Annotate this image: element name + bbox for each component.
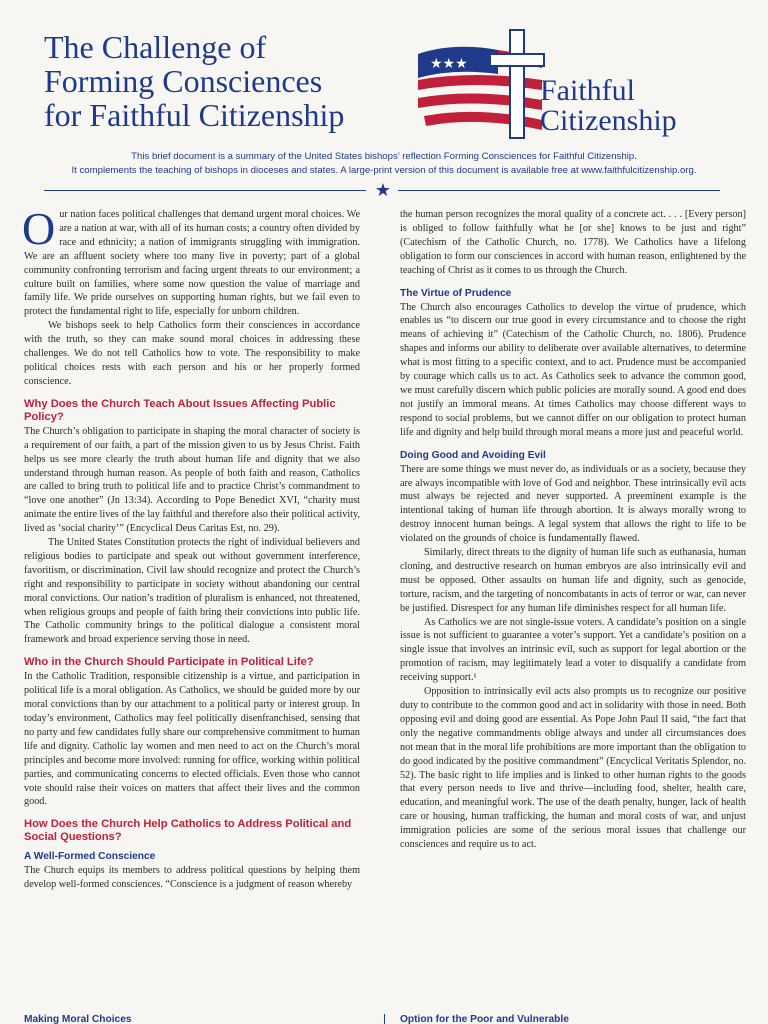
paragraph: In the Catholic Tradition, responsible citizenship is a virtue, and participation in political life is a moral obligation. As Catholics, we should be guided more by our moral convictions than by our attachment to a political party or interest group. In today’s environment, Catholics may feel politically disenfranchised, sensing that no party and few candidates fully share our comprehensive commitment to human life and dignity. Catholic lay women and men need to act on the Church’s moral principles and become more involved: running for office, working within political parties, and communicating concerns to elected officials. Even those who cannot vote should raise their voices on matters that affect their lives and the common good. [24, 671, 360, 808]
section-heading: Why Does the Church Teach About Issues Affecting Public Policy? [24, 397, 336, 423]
title-line-1: The Challenge of [44, 29, 267, 65]
footer-divider [384, 1014, 385, 1024]
paragraph: The United States Constitution protects the right of individual believers and religious bodies to participate and speak out without government interference, favoritism, or discrimination. Civil law should recognize and protect the Church’s right and responsibility to participate in society without abandoning our central moral convictions. Our nation’s tradition of pluralism is enhanced, not threatened, when religious groups and people of faith bring their convictions into public life. The Catholic community brings to the political dialogue a consistent moral framework and broad experience serving those in need. [24, 537, 360, 646]
left-column [22, 203, 360, 892]
footer-heading-left: Making Moral Choices [24, 1014, 132, 1024]
paragraph: Opposition to intrinsically evil acts also prompts us to recognize our positive duty to contribute to the common good and act in solidarity with those in need. Both opposing evil and doing good are essential. As Pope John Paul II said, “the fact that only the negative commandments oblige always and under all circumstances does not mean that in the moral life prohibitions are more important than the obligation to do good indicated by the positive commandment” (Encyclical Veritatis Splendor, no. 52). The basic right to life implies and is linked to other human rights to the goods that every person needs to live and thrive—including food, shelter, health care, education, and meaningful work. The use of the death penalty, hunger, lack of health care or housing, human trafficking, the human and moral costs of war, and unjust immigration policies are some of the serious moral issues that challenge our consciences and require us to act. [400, 686, 746, 851]
subsection-heading: A Well-Formed Conscience [24, 851, 156, 863]
opening-paragraph [22, 203, 360, 319]
title-line-2: Forming Consciences [44, 63, 323, 99]
page-title [44, 30, 404, 132]
intro-line-2: It complements the teaching of bishops in dioceses and states. A large-print version of this document is available free at www.faithfulcitizenship.org. [71, 165, 697, 176]
paragraph: We bishops seek to help Catholics form their consciences in accordance with the truth, so they can make sound moral choices in addressing these challenges. We do not tell Catholics how to vote. The responsibility to make political choices rests with each person and his or her properly formed conscience. [24, 320, 360, 387]
star-icon: ★ [374, 180, 392, 200]
intro-line-1: This brief document is a summary of the United States bishops’ reflection Forming Consciences for Faithful Citizenship. [131, 151, 637, 162]
paragraph: The Church also encourages Catholics to develop the virtue of prudence, which enables us “to discern our true good in every circumstance and to choose the right means of achieving it” (Catechism of the Catholic Church, no. 1806). Prudence shapes and informs our ability to deliberate over available alternatives, to determine what is most fitting to a specific context, and to act. Prudence must be accompanied by courage which calls us to act. As Catholics seek to advance the common good, we must carefully discern which public policies are morally sound. A good end does not justify an immoral means. At times Catholics may choose different ways to respond to social problems, but we cannot differ on our obligation to protect human life and dignity and help build through moral means a more just and peaceful world. [400, 301, 746, 438]
divider-right [398, 190, 720, 191]
paragraph: The Church equips its members to address political questions by helping them develop well-formed consciences. “Conscience is a judgment of reason whereby [24, 865, 360, 891]
title-line-3: for Faithful Citizenship [44, 97, 345, 133]
logo-wordmark [540, 76, 677, 136]
logo-line-1: Faithful [540, 74, 635, 107]
section-heading: How Does the Church Help Catholics to Address Political and Social Questions? [24, 818, 352, 844]
intro-note [0, 150, 768, 178]
subsection-heading: Doing Good and Avoiding Evil [400, 449, 546, 461]
subsection-heading: The Virtue of Prudence [400, 287, 512, 299]
opening-paragraph-text: ur nation faces political challenges that demand urgent moral choices. We are a nation at war, with all of its human costs; a country often divided by race and ethnicity; a nation of immigrants struggling with immigration. We are an affluent society where too many live in poverty; part of a global community confronting terrorism and facing urgent threats to our environment; a culture built on families, where some now question the value of marriage and family life. We pride ourselves on supporting human rights, but we fail even to protect the fundamental right to life, especially for unborn children. [24, 209, 360, 318]
cross-horizontal-shape [490, 54, 544, 66]
right-column [400, 208, 746, 852]
paragraph: There are some things we must never do, as individuals or as a society, because they are always incompatible with love of God and neighbor. These intrinsically evil acts must always be rejected and never supported. A preeminent example is the intentional taking of human life through abortion. It is always morally wrong to destroy innocent human beings. A legal system that allows the right to life to be violated on the grounds of choice is fundamentally flawed. [400, 463, 746, 545]
paragraph: Similarly, direct threats to the dignity of human life such as euthanasia, human cloning, and destructive research on human embryos are also intrinsically evil and must be opposed. Other assaults on human life and dignity, such as genocide, torture, racism, and the targeting of noncombatants in acts of terror or war, can never be justified. Disrespect for any human life diminishes respect for all human life. [400, 547, 746, 614]
logo-line-2: Citizenship [540, 104, 677, 137]
divider-left [44, 190, 366, 191]
flag-stars-icon: ★★★ [430, 56, 468, 72]
drop-cap: O [22, 203, 56, 254]
paragraph: As Catholics we are not single-issue voters. A candidate’s position on a single issue is not sufficient to guarantee a voter’s support. Yet a candidate’s position on a single issue that involves an intrinsic evil, such as support for legal abortion or the promotion of racism, may legitimately lead a voter to disqualify a candidate from receiving support.¹ [400, 616, 746, 684]
paragraph: the human person recognizes the moral quality of a concrete act. . . . [Every person] is obliged to follow faithfully what he [or she] knows to be just and right” (Catechism of the Catholic Church, no. 1778). We Catholics have a lifelong obligation to form our consciences in accord with human reason, enlightened by the teaching of Christ as it comes to us through the Church. [400, 209, 746, 276]
section-heading: Who in the Church Should Participate in Political Life? [24, 656, 314, 669]
cross-vertical-shape [510, 30, 524, 138]
paragraph: The Church’s obligation to participate in shaping the moral character of society is a requirement of our faith, a part of the mission given to us by Jesus Christ. Faith helps us see more clearly the truth about human life and dignity that we also understand through human reason. As people of both faith and reason, Catholics are called to bring truth to political life and to practice Christ’s commandment to “love one another” (Jn 13:34). According to Pope Benedict XVI, “charity must animate the entire lives of the lay faithful and therefore also their political activity, lived as ‘social charity’” (Encyclical Deus Caritas Est, no. 29). [24, 425, 360, 535]
footer-heading-right: Option for the Poor and Vulnerable [400, 1014, 569, 1024]
